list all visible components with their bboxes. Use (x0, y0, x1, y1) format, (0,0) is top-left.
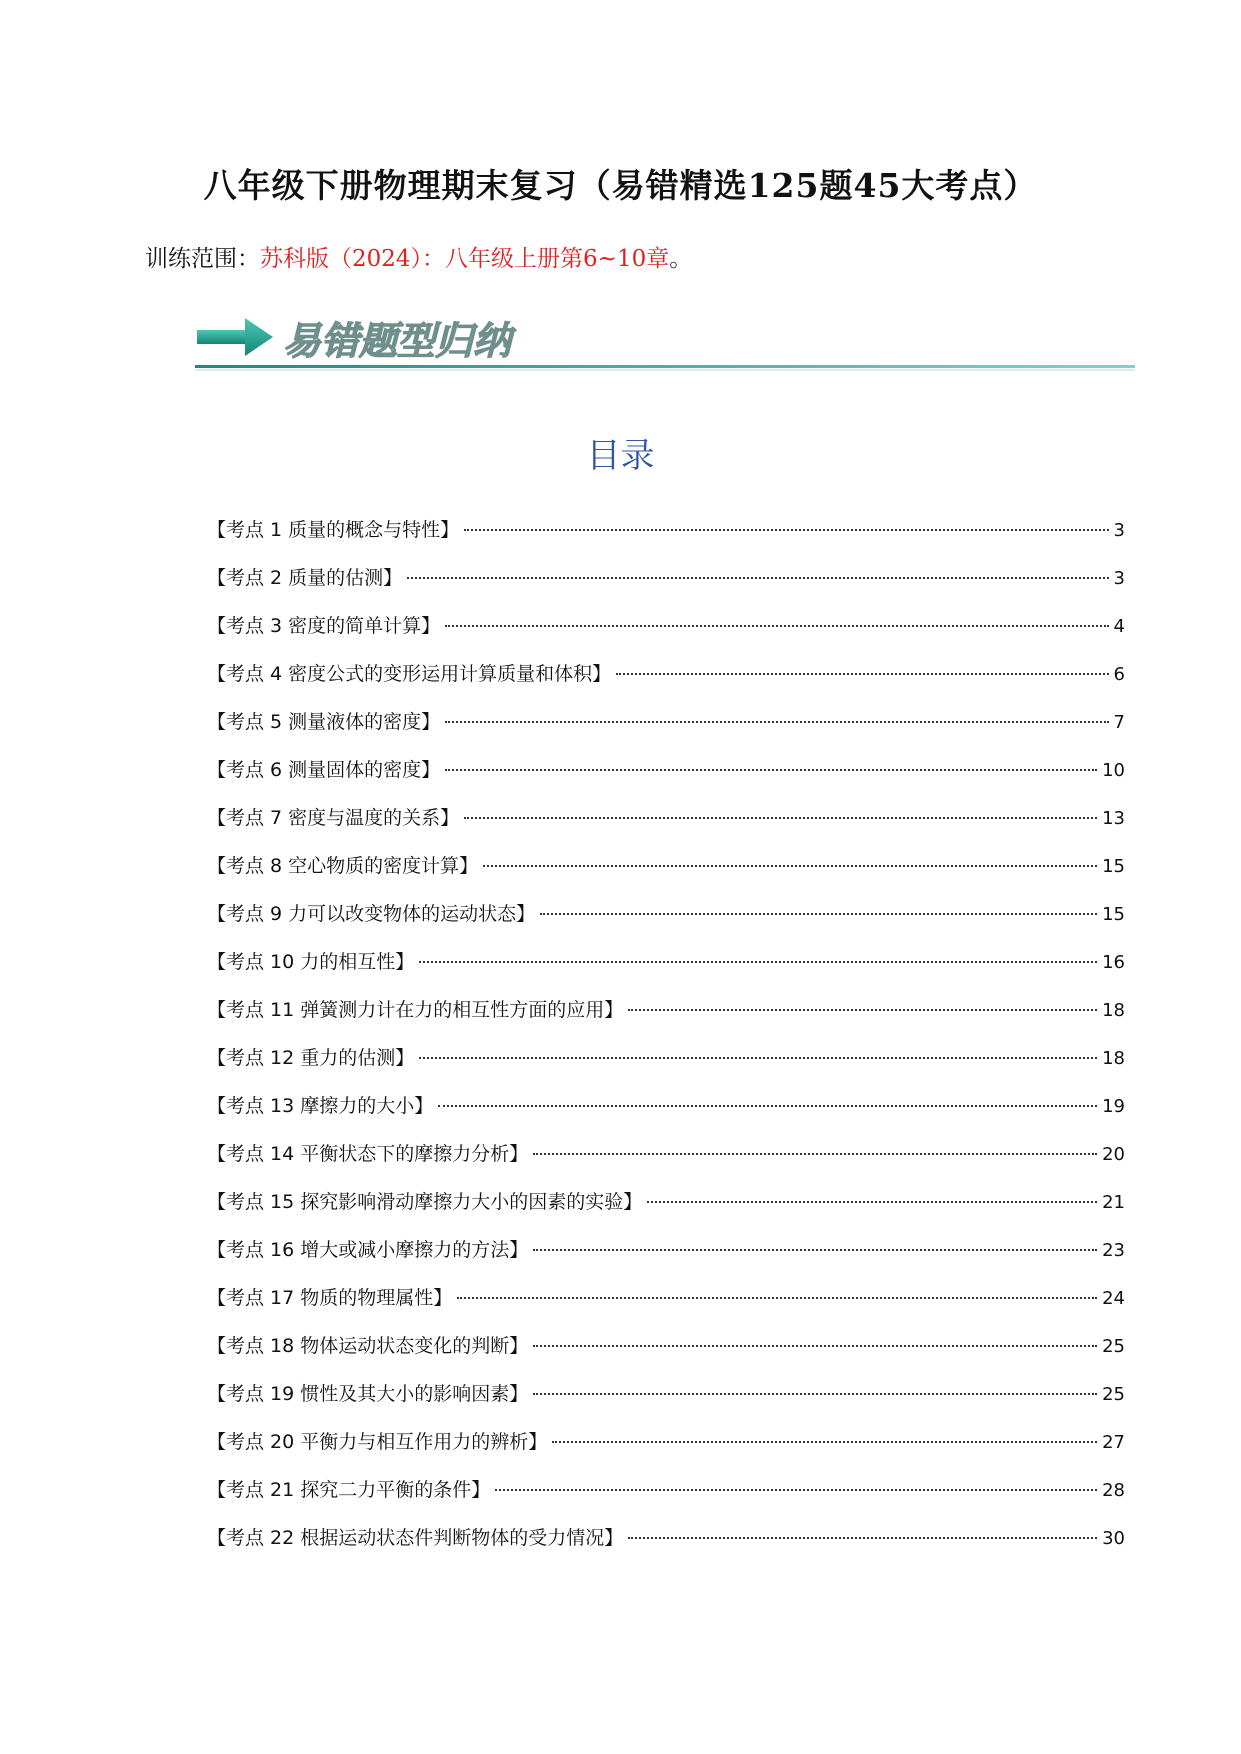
toc-entry-label: 【考点 21 探究二力平衡的条件】 (207, 1479, 491, 1501)
toc-leader-dots (445, 769, 1097, 771)
toc-leader-dots (419, 1057, 1097, 1059)
toc-leader-dots (533, 1249, 1097, 1251)
toc-entry[interactable] (207, 515, 1125, 563)
arrow-icon (197, 318, 273, 356)
banner-underline (195, 365, 1135, 368)
toc-leader-dots (628, 1537, 1097, 1539)
toc-entry[interactable] (207, 851, 1125, 899)
toc-entry-label: 【考点 22 根据运动状态件判断物体的受力情况】 (207, 1527, 624, 1549)
toc-entry-label: 【考点 4 密度公式的变形运用计算质量和体积】 (207, 663, 612, 685)
toc-entry-label: 【考点 20 平衡力与相互作用力的辨析】 (207, 1431, 548, 1453)
toc-entry[interactable] (207, 1283, 1125, 1331)
section-banner (195, 312, 1135, 378)
toc-leader-dots (445, 625, 1108, 627)
toc-entry-page: 24 (1102, 1288, 1125, 1309)
toc-entry[interactable] (207, 1091, 1125, 1139)
toc-entry-page: 19 (1102, 1096, 1125, 1117)
toc-entry-label: 【考点 9 力可以改变物体的运动状态】 (207, 903, 536, 925)
toc-entry[interactable] (207, 1043, 1125, 1091)
toc-entry-page: 21 (1102, 1192, 1125, 1213)
toc-entry-page: 18 (1102, 1048, 1125, 1069)
toc-entry[interactable] (207, 1379, 1125, 1427)
toc-entry-page: 20 (1102, 1144, 1125, 1165)
toc-entry-label: 【考点 10 力的相互性】 (207, 951, 415, 973)
toc-entry-label: 【考点 13 摩擦力的大小】 (207, 1095, 434, 1117)
training-range-end: 。 (669, 246, 693, 272)
toc-entry[interactable] (207, 899, 1125, 947)
toc-leader-dots (464, 817, 1097, 819)
toc-entry-page: 4 (1113, 616, 1125, 637)
banner-text: 易错题型归纳 (283, 319, 512, 363)
toc-leader-dots (533, 1153, 1097, 1155)
toc-leader-dots (616, 673, 1108, 675)
toc-entry[interactable] (207, 1235, 1125, 1283)
toc-entry-page: 15 (1102, 856, 1125, 877)
toc-leader-dots (438, 1105, 1097, 1107)
toc-leader-dots (552, 1441, 1097, 1443)
toc-entry-label: 【考点 6 测量固体的密度】 (207, 759, 441, 781)
toc-entry-label: 【考点 7 密度与温度的关系】 (207, 807, 460, 829)
toc-leader-dots (407, 577, 1108, 579)
toc-entry[interactable] (207, 803, 1125, 851)
toc-leader-dots (628, 1009, 1097, 1011)
toc-entry-label: 【考点 15 探究影响滑动摩擦力大小的因素的实验】 (207, 1191, 643, 1213)
training-range-label: 训练范围： (145, 246, 260, 272)
toc-entry[interactable] (207, 1187, 1125, 1235)
toc-entry[interactable] (207, 1331, 1125, 1379)
toc-leader-dots (464, 529, 1108, 531)
toc-entry[interactable] (207, 707, 1125, 755)
document-title: 八年级下册物理期末复习（易错精选125题45大考点） (203, 166, 1038, 205)
toc-entry-page: 3 (1113, 520, 1125, 541)
toc-entry-label: 【考点 1 质量的概念与特性】 (207, 519, 460, 541)
toc-entry-page: 10 (1102, 760, 1125, 781)
table-of-contents (207, 515, 1125, 1571)
toc-leader-dots (457, 1297, 1097, 1299)
toc-entry-page: 30 (1102, 1528, 1125, 1549)
toc-entry[interactable] (207, 659, 1125, 707)
toc-entry[interactable] (207, 947, 1125, 995)
toc-entry-page: 25 (1102, 1336, 1125, 1357)
toc-entry-label: 【考点 3 密度的简单计算】 (207, 615, 441, 637)
toc-entry-page: 23 (1102, 1240, 1125, 1261)
toc-entry[interactable] (207, 755, 1125, 803)
toc-entry-page: 13 (1102, 808, 1125, 829)
toc-entry-page: 28 (1102, 1480, 1125, 1501)
toc-entry-label: 【考点 8 空心物质的密度计算】 (207, 855, 479, 877)
toc-entry-label: 【考点 5 测量液体的密度】 (207, 711, 441, 733)
toc-entry[interactable] (207, 1475, 1125, 1523)
toc-entry-page: 3 (1113, 568, 1125, 589)
toc-entry-page: 27 (1102, 1432, 1125, 1453)
toc-entry-label: 【考点 17 物质的物理属性】 (207, 1287, 453, 1309)
toc-entry-page: 25 (1102, 1384, 1125, 1405)
toc-leader-dots (533, 1345, 1097, 1347)
toc-entry-page: 18 (1102, 1000, 1125, 1021)
toc-entry-label: 【考点 14 平衡状态下的摩擦力分析】 (207, 1143, 529, 1165)
training-range (145, 240, 692, 273)
toc-heading: 目录 (586, 436, 655, 476)
toc-entry-label: 【考点 12 重力的估测】 (207, 1047, 415, 1069)
toc-entry[interactable] (207, 611, 1125, 659)
toc-leader-dots (445, 721, 1108, 723)
toc-entry-label: 【考点 2 质量的估测】 (207, 567, 403, 589)
toc-entry[interactable] (207, 1139, 1125, 1187)
toc-leader-dots (540, 913, 1097, 915)
toc-entry-page: 16 (1102, 952, 1125, 973)
toc-leader-dots (419, 961, 1097, 963)
toc-entry-label: 【考点 18 物体运动状态变化的判断】 (207, 1335, 529, 1357)
toc-entry-page: 6 (1113, 664, 1125, 685)
toc-leader-dots (533, 1393, 1097, 1395)
toc-entry-label: 【考点 11 弹簧测力计在力的相互性方面的应用】 (207, 999, 624, 1021)
toc-entry[interactable] (207, 995, 1125, 1043)
toc-leader-dots (483, 865, 1097, 867)
toc-entry[interactable] (207, 563, 1125, 611)
toc-entry-label: 【考点 19 惯性及其大小的影响因素】 (207, 1383, 529, 1405)
toc-leader-dots (647, 1201, 1097, 1203)
training-range-value: 苏科版（2024）：八年级上册第6~10章 (260, 246, 670, 272)
toc-leader-dots (495, 1489, 1097, 1491)
toc-entry[interactable] (207, 1427, 1125, 1475)
toc-entry-label: 【考点 16 增大或减小摩擦力的方法】 (207, 1239, 529, 1261)
toc-entry-page: 15 (1102, 904, 1125, 925)
toc-entry[interactable] (207, 1523, 1125, 1571)
toc-entry-page: 7 (1113, 712, 1125, 733)
